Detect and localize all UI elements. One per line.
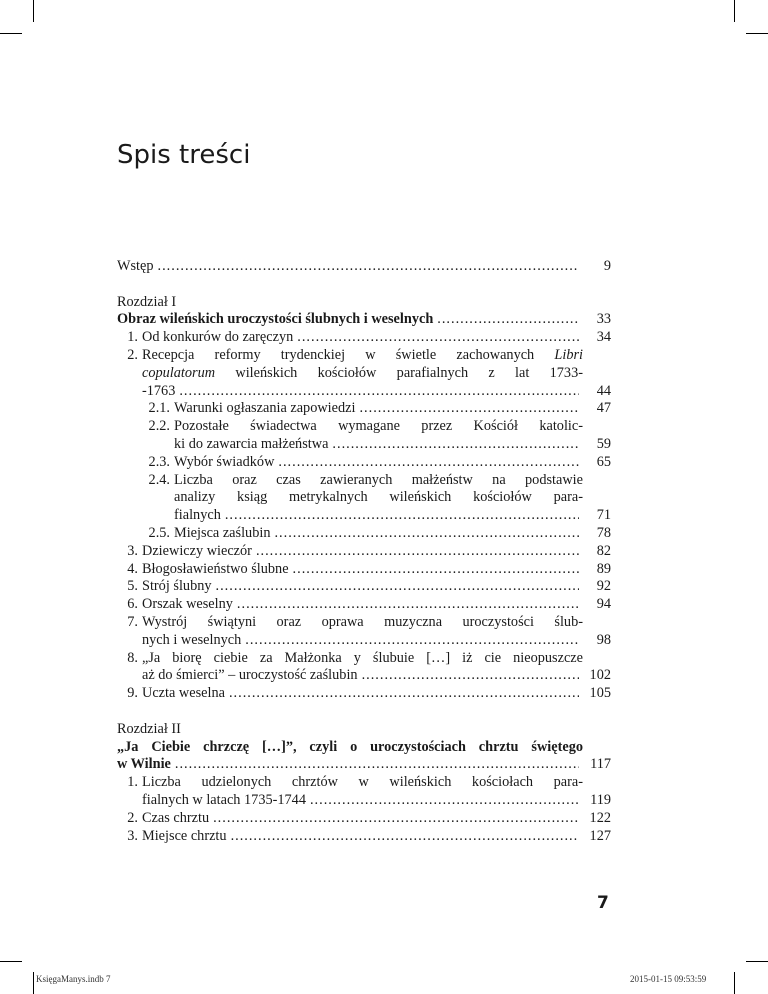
leader-dots (216, 578, 579, 596)
chapter-heading: Rozdział I (117, 293, 177, 310)
toc-subentry (117, 400, 611, 418)
toc-entry (117, 810, 611, 828)
crop-mark (746, 961, 768, 962)
entry-page: 33 (596, 311, 611, 328)
entry-label: Wstęp (117, 258, 154, 274)
toc-subentry (117, 418, 611, 454)
leader-dots (179, 383, 579, 401)
leader-dots (237, 596, 579, 614)
entry-page: 127 (589, 827, 611, 844)
entry-label-line: nych i weselnych (142, 631, 242, 648)
toc-entry (117, 828, 611, 846)
toc-entry (117, 329, 611, 347)
leader-dots (293, 561, 579, 579)
entry-number: 2.1. (148, 400, 170, 417)
toc-subentry (117, 472, 611, 525)
leader-dots (225, 507, 579, 525)
entry-number: 2. (127, 809, 138, 826)
toc-entry-intro (117, 258, 611, 276)
entry-label-line: Liczba udzielonych chrztów w wileńskich kościołach para- (142, 774, 583, 791)
entry-page: 65 (596, 453, 611, 470)
entry-number: 3. (127, 827, 138, 844)
entry-page: 98 (596, 631, 611, 648)
entry-page: 92 (596, 578, 611, 595)
entry-page: 119 (590, 791, 611, 808)
entry-label-line: fialnych (174, 507, 221, 524)
leader-dots (175, 756, 579, 774)
toc-entry (117, 596, 611, 614)
crop-mark (33, 0, 34, 22)
entry-number: 8. (127, 649, 138, 666)
entry-label-line: ki do zawarcia małżeństwa (174, 435, 329, 452)
entry-page: 89 (596, 560, 611, 577)
entry-number: 5. (127, 578, 138, 595)
leader-dots (362, 667, 579, 685)
toc-entry (117, 578, 611, 596)
toc-entry (117, 347, 611, 400)
leader-dots (437, 311, 579, 329)
page-title: Spis treści (117, 140, 251, 170)
entry-label: Uczta weselna (142, 685, 225, 702)
chapter-title: „Ja Ciebie chrzczę […]”, czyli o uroczystościach chrztu świętego (117, 738, 583, 755)
leader-dots (359, 400, 579, 418)
toc-entry (117, 650, 611, 686)
toc-entry (117, 614, 611, 650)
chapter-title: Obraz wileńskich uroczystości ślubnych i weselnych (117, 311, 434, 328)
entry-number: 2.3. (148, 453, 170, 470)
entry-label-line: -1763 (142, 382, 176, 399)
crop-mark (734, 0, 735, 22)
entry-label-line: fialnych w latach 1735-1744 (142, 791, 306, 808)
entry-label-line: aż do śmierci” – uroczystość zaślubin (142, 667, 358, 684)
page-number: 7 (597, 893, 609, 913)
toc-entry (117, 561, 611, 579)
leader-dots (310, 792, 579, 810)
leader-dots (256, 543, 579, 561)
entry-number: 2.5. (148, 524, 170, 541)
entry-number: 4. (127, 560, 138, 577)
entry-number: 2. (127, 346, 138, 363)
entry-label-line: copulatorum wileńskich kościołów parafialnych z lat 1733- (142, 364, 583, 381)
leader-dots (274, 525, 579, 543)
chapter-heading: Rozdział II (117, 720, 181, 737)
crop-mark (0, 961, 22, 962)
entry-page: 44 (596, 382, 611, 399)
leader-dots (231, 828, 579, 846)
footer-filename: KsięgaManys.indb 7 (36, 974, 111, 984)
leader-dots (213, 810, 579, 828)
entry-page: 82 (596, 542, 611, 559)
leader-dots (332, 436, 579, 454)
leader-dots (278, 454, 579, 472)
entry-page: 59 (596, 435, 611, 452)
chapter-title-entry (117, 739, 611, 775)
entry-number: 7. (127, 613, 138, 630)
entry-label: Miejsca zaślubin (174, 524, 271, 541)
entry-label-line: Recepcja reformy trydenckiej w świetle zachowanych Libri (142, 346, 583, 363)
entry-label-line: Liczba oraz czas zawieranych małżeństw na podstawie (174, 471, 583, 488)
entry-number: 2.4. (148, 471, 170, 488)
entry-label-line: analizy ksiąg metrykalnych wileńskich kościołów para- (174, 489, 583, 506)
entry-label: Czas chrztu (142, 809, 210, 826)
leader-dots (229, 685, 579, 703)
entry-number: 9. (127, 685, 138, 702)
entry-page: 94 (596, 596, 611, 613)
leader-dots (245, 632, 579, 650)
entry-label: Miejsce chrztu (142, 827, 227, 844)
toc-entry (117, 543, 611, 561)
entry-page: 122 (589, 809, 611, 826)
entry-page: 34 (596, 329, 611, 346)
toc-subentry (117, 454, 611, 472)
entry-number: 6. (127, 596, 138, 613)
crop-mark (33, 972, 34, 994)
entry-page: 47 (596, 400, 611, 417)
entry-label: Orszak weselny (142, 596, 233, 613)
entry-label: Warunki ogłaszania zapowiedzi (174, 400, 356, 417)
entry-page: 105 (589, 685, 611, 702)
entry-page: 102 (589, 667, 611, 684)
chapter-title-entry (117, 311, 611, 329)
entry-number: 2.2. (148, 418, 170, 435)
entry-label-line: Pozostałe świadectwa wymagane przez Kościół katolic- (174, 418, 583, 435)
entry-label: Strój ślubny (142, 578, 212, 595)
entry-number: 3. (127, 542, 138, 559)
leader-dots (297, 329, 579, 347)
entry-page: 78 (596, 524, 611, 541)
footer-timestamp: 2015-01-15 09:53:59 (630, 974, 707, 984)
crop-mark (734, 972, 735, 994)
entry-label-line: Wystrój świątyni oraz oprawa muzyczna uroczystości ślub- (142, 613, 583, 630)
entry-number: 1. (127, 329, 138, 346)
entry-label: Od konkurów do zaręczyn (142, 329, 294, 346)
crop-mark (0, 33, 22, 34)
table-of-contents (117, 258, 611, 845)
chapter-title: w Wilnie (117, 756, 171, 773)
toc-entry (117, 685, 611, 703)
entry-label-line: „Ja biorę ciebie za Małżonka y ślubuie […] iż cie nieopuszcze (142, 649, 583, 666)
entry-number: 1. (127, 774, 138, 791)
entry-page: 117 (590, 756, 611, 773)
entry-label: Błogosławieństwo ślubne (142, 560, 289, 577)
leader-dots (158, 258, 579, 276)
entry-page: 71 (596, 507, 611, 524)
entry-page: 9 (603, 258, 611, 274)
toc-subentry (117, 525, 611, 543)
entry-label: Dziewiczy wieczór (142, 542, 252, 559)
entry-label: Wybór świadków (174, 453, 275, 470)
crop-mark (746, 33, 768, 34)
toc-entry (117, 774, 611, 810)
